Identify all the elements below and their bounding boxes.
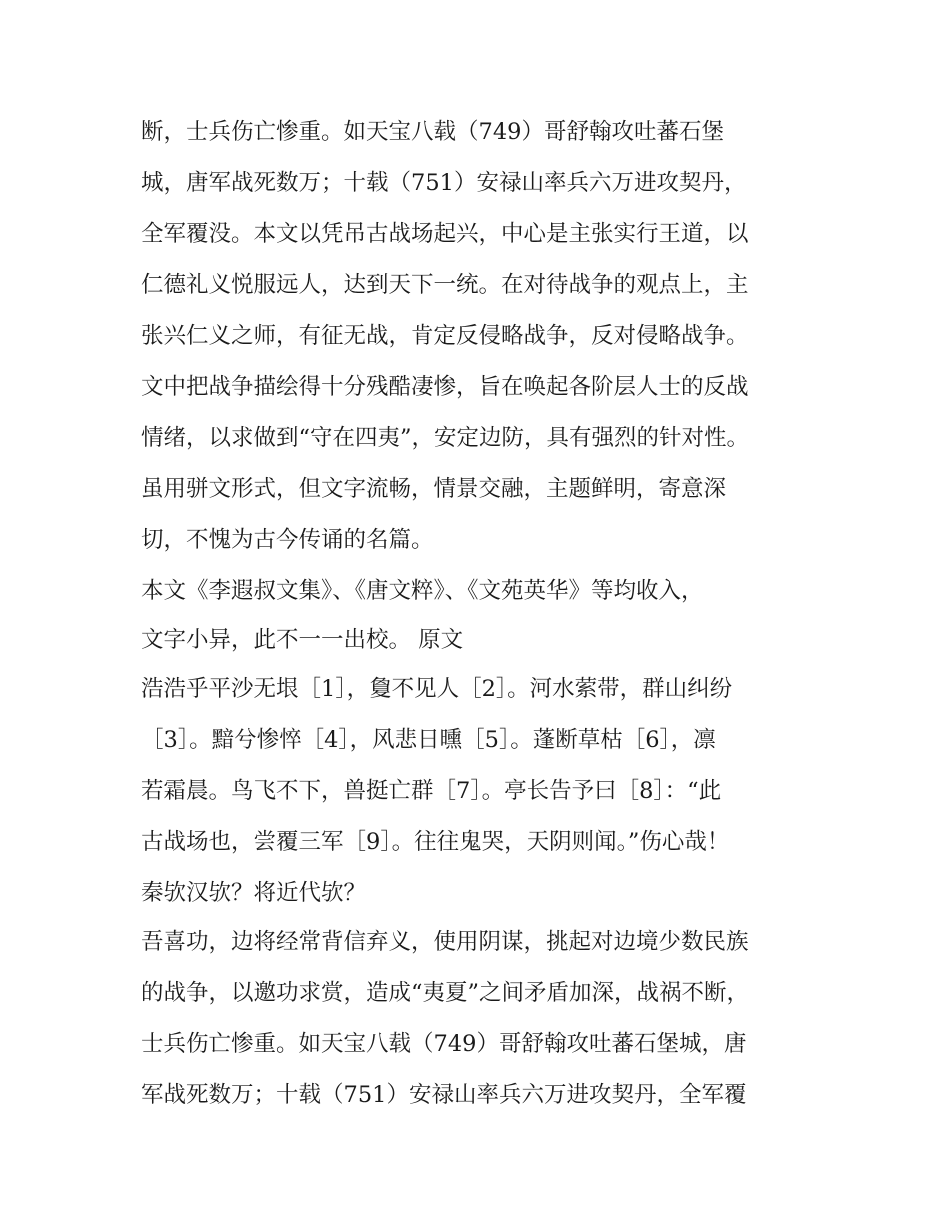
text-line: 断，士兵伤亡惨重。如天宝八载（749）哥舒翰攻吐蕃石堡 [141, 119, 724, 145]
text-line: 的战争，以邀功求赏，造成“夷夏”之间矛盾加深，战祸不断， [141, 980, 750, 1006]
text-line: 军战死数万；十载（751）安禄山率兵六万进攻契丹，全军覆 [141, 1082, 747, 1108]
text-line: 吾喜功，边将经常背信弃义，使用阴谋，挑起对边境少数民族 [141, 929, 749, 955]
text-line: 张兴仁义之师，有征无战，肯定反侵略战争，反对侵略战争。 [141, 323, 749, 349]
text-line: 虽用骈文形式，但文字流畅，情景交融，主题鲜明，寄意深 [141, 476, 727, 502]
text-line: 秦欤汉欤？将近代欤？ [141, 880, 367, 906]
text-line: 切，不愧为古今传诵的名篇。 [141, 527, 434, 553]
document-body [141, 110, 821, 1124]
text-line: 古战场也，尝覆三军［9］。往往鬼哭，天阴则闻。”伤心哉！ [141, 829, 730, 855]
text-line: 仁德礼义悦服远人，达到天下一统。在对待战争的观点上，主 [141, 272, 749, 298]
text-line: 文中把战争描绘得十分残酷凄惨，旨在唤起各阶层人士的反战 [141, 374, 749, 400]
text-line: 文字小异，此不一一出校。 原文 [141, 627, 464, 653]
text-line: ［3］。黯兮惨悴［4］，风悲日曛［5］。蓬断草枯［6］，凛 [141, 727, 716, 753]
text-line: 士兵伤亡惨重。如天宝八载（749）哥舒翰攻吐蕃石堡城，唐 [141, 1031, 747, 1057]
text-line: 全军覆没。本文以凭吊古战场起兴，中心是主张实行王道，以 [141, 221, 749, 247]
text-line: 若霜晨。鸟飞不下，兽挺亡群［7］。亭长告予曰［8］：“此 [141, 778, 722, 804]
text-line: 城，唐军战死数万；十载（751）安禄山率兵六万进攻契丹， [141, 170, 747, 196]
text-line: 本文《李遐叔文集》、《唐文粹》、《文苑英华》等均收入， [141, 578, 704, 604]
text-line: 浩浩乎平沙无垠［1］，敻不见人［2］。河水萦带，群山纠纷 [141, 676, 733, 702]
text-line: 情绪，以求做到“守在四夷”，安定边防，具有强烈的针对性。 [141, 425, 750, 451]
